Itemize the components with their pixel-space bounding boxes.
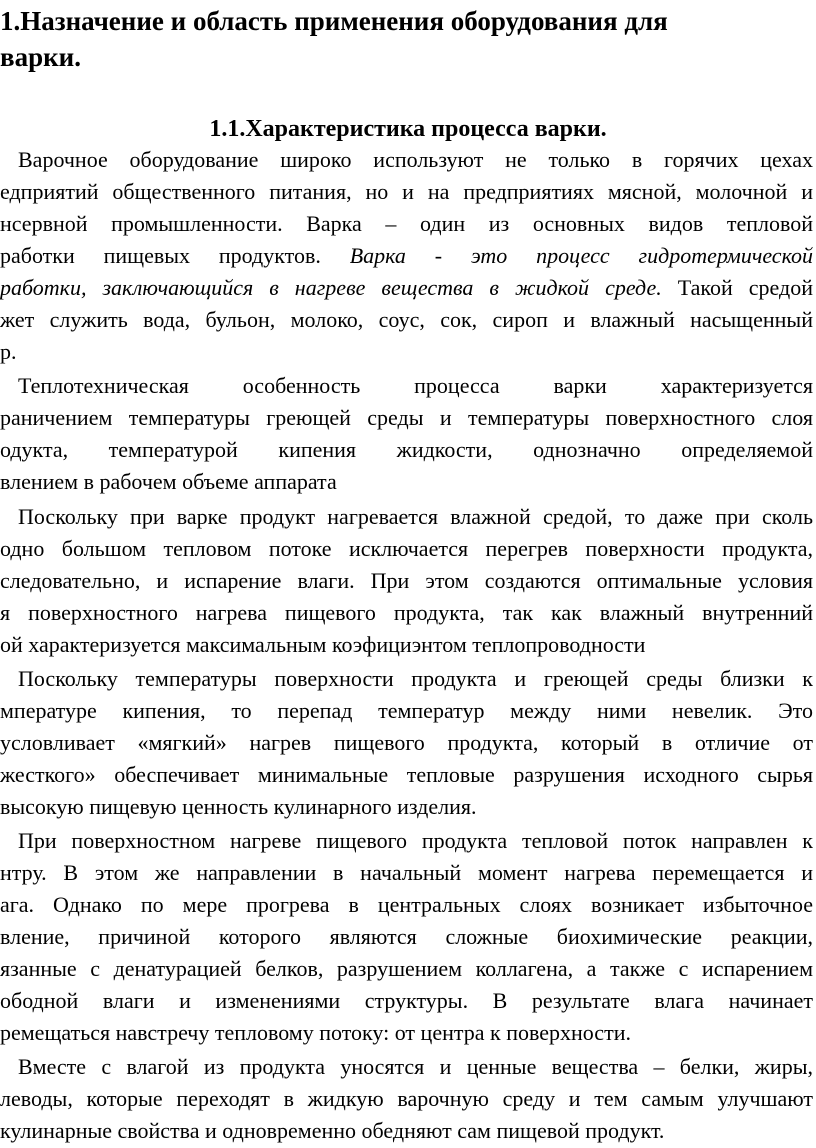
paragraph-4-line-4: жесткого» обеспечивает минимальные тепловые разрушения исходного сырья bbox=[0, 762, 813, 787]
paragraph-1-line-7: р. bbox=[0, 339, 17, 364]
paragraph-2-line-4: влением в рабочем объеме аппарата bbox=[0, 469, 337, 494]
paragraph-5-line-6: ободной влаги и изменениями структуры. В результате влага начинает bbox=[0, 988, 813, 1013]
paragraph-6-line-1: Вместе с влагой из продукта уносятся и ценные вещества – белки, жиры, bbox=[18, 1054, 813, 1079]
paragraph-5-line-2: нтру. В этом же направлении в начальный момент нагрева перемещается и bbox=[0, 860, 813, 885]
paragraph-1-line-3: нсервной промышленности. Варка – один из основных видов тепловой bbox=[0, 211, 813, 236]
paragraph-6-line-2: леводы, которые переходят в жидкую варочную среду и тем самым улучшают bbox=[0, 1086, 813, 1111]
paragraph-5-line-1: При поверхностном нагреве пищевого продукта тепловой поток направлен к bbox=[18, 828, 813, 853]
paragraph-1-line-5-text: Такой средой bbox=[677, 275, 813, 300]
paragraph-5-line-4: вление, причиной которого являются сложные биохимические реакции, bbox=[0, 924, 813, 949]
paragraph-6-line-3: кулинарные свойства и одновременно обедняют сам пищевой продукт. bbox=[0, 1118, 665, 1143]
paragraph-3-line-4: я поверхностного нагрева пищевого продукта, так как влажный внутренний bbox=[0, 600, 813, 625]
paragraph-3-line-1: Поскольку при варке продукт нагревается влажной средой, то даже при сколь bbox=[18, 504, 813, 529]
paragraph-4-line-2: мпературе кипения, то перепад температур между ними невелик. Это bbox=[0, 698, 813, 723]
definition-text-part-1: Варка - это процесс гидротермической bbox=[349, 243, 814, 268]
paragraph-3-line-3: следовательно, и испарение влаги. При этом создаются оптимальные условия bbox=[0, 568, 813, 593]
paragraph-3-line-2: одно большом тепловом потоке исключается перегрев поверхности продукта, bbox=[0, 536, 813, 561]
paragraph-2-line-1: Теплотехническая особенность процесса варки характеризуется bbox=[18, 373, 813, 398]
paragraph-3-line-5: ой характеризуется максимальным коэфициэнтом теплопроводности bbox=[0, 632, 646, 657]
heading-1-line-2: варки. bbox=[0, 42, 81, 72]
paragraph-5-line-5: язанные с денатурацией белков, разрушением коллагена, а также с испарением bbox=[0, 956, 813, 981]
paragraph-1-line-4 bbox=[0, 241, 813, 271]
paragraph-2-line-3: одукта, температурой кипения жидкости, однозначно определяемой bbox=[0, 437, 813, 462]
paragraph-4-line-3: условливает «мягкий» нагрев пищевого продукта, который в отличие от bbox=[0, 730, 813, 755]
heading-2: 1.1.Характеристика процесса варки. bbox=[209, 116, 607, 142]
paragraph-4-line-1: Поскольку температуры поверхности продукта и греющей среды близки к bbox=[18, 666, 813, 691]
paragraph-4-line-5: высокую пищевую ценность кулинарного изделия. bbox=[0, 794, 477, 819]
paragraph-1-line-5 bbox=[0, 273, 813, 303]
paragraph-1-line-4-text: работки пищевых продуктов. bbox=[0, 243, 321, 268]
paragraph-1-line-2: едприятий общественного питания, но и на предприятиях мясной, молочной и bbox=[0, 179, 813, 204]
paragraph-5-line-3: ага. Однако по мере прогрева в центральных слоях возникает избыточное bbox=[0, 892, 813, 917]
paragraph-5-line-7: ремещаться навстречу тепловому потоку: от центра к поверхности. bbox=[0, 1020, 631, 1045]
heading-1-line-1: 1.Назначение и область применения оборудования для bbox=[0, 6, 668, 36]
definition-text-part-2: работки, заключающийся в нагреве вещества в жидкой среде. bbox=[0, 275, 662, 300]
paragraph-1-line-1: Варочное оборудование широко используют не только в горячих цехах bbox=[18, 147, 813, 172]
paragraph-2-line-2: раничением температуры греющей среды и температуры поверхностного слоя bbox=[0, 405, 813, 430]
paragraph-1-line-6: жет служить вода, бульон, молоко, соус, сок, сироп и влажный насыщенный bbox=[0, 307, 813, 332]
